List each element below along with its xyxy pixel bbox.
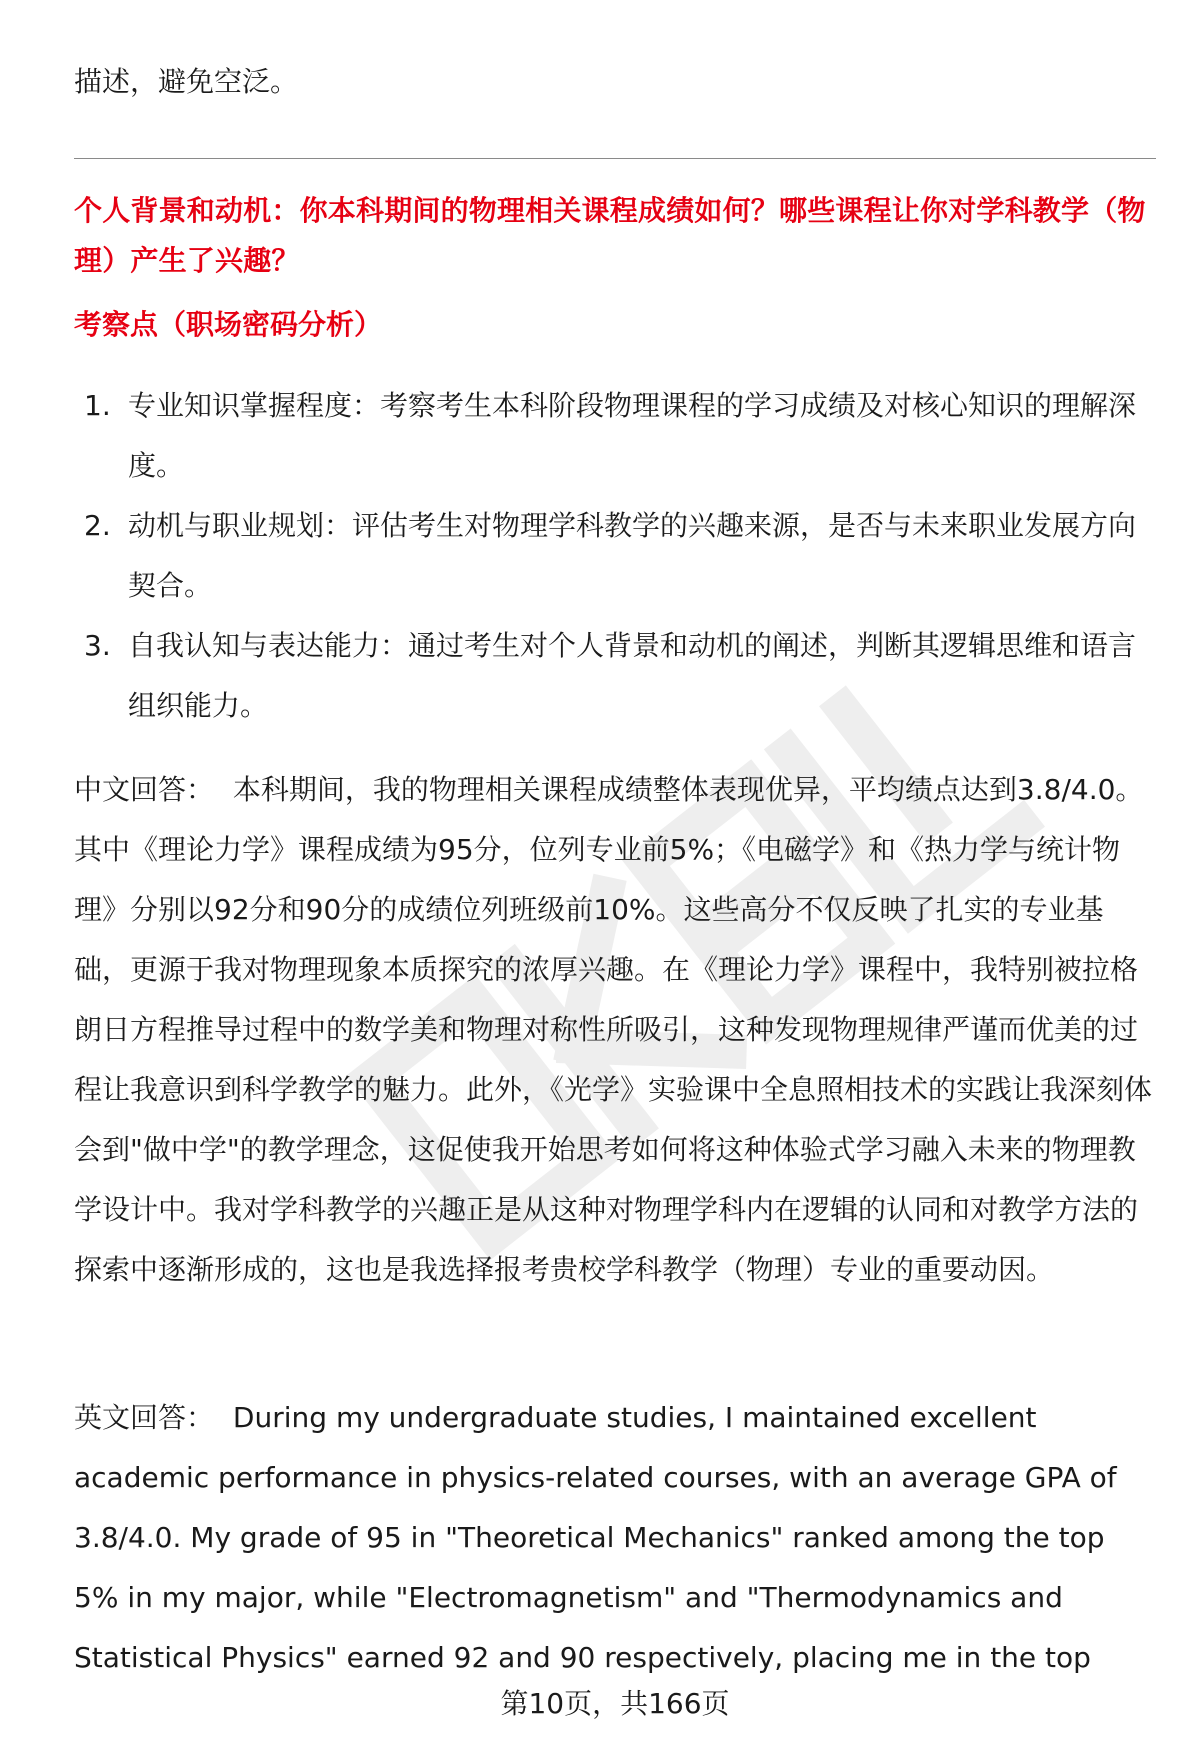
english-answer-text: During my undergraduate studies, I maintained excellent academic performance in physics-related courses, with an average GPA of 3.8/4.0. My grade of 95 in "Theoretical Mechanics" ranked among the top 5% in my major, while "Electromagnetism" and "Thermodynamics and Statistical Physics" earned 92 and 90 respectively, placing me in the top (74, 1401, 1117, 1674)
assessment-points-heading: 考察点（职场密码分析） (74, 308, 383, 341)
list-item (74, 376, 1156, 496)
chinese-answer-text: 本科期间，我的物理相关课程成绩整体表现优异，平均绩点达到3.8/4.0。其中《理论力学》课程成绩为95分，位列专业前5%；《电磁学》和《热力学与统计物理》分别以92分和90分的成绩位列班级前10%。这些高分不仅反映了扎实的专业基础，更源于我对物理现象本质探究的浓厚兴趣。在《理论力学》课程中，我特别被拉格朗日方程推导过程中的数学美和物理对称性所吸引，这种发现物理规律严谨而优美的过程让我意识到科学教学的魅力。此外，《光学》实验课中全息照相技术的实践让我深刻体会到"做中学"的教学理念，这促使我开始思考如何将这种体验式学习融入未来的物理教学设计中。我对学科教学的兴趣正是从这种对物理学科内在逻辑的认同和对教学方法的探索中逐渐形成的，这也是我选择报考贵校学科教学（物理）专业的重要动因。 (74, 773, 1153, 1286)
english-answer-label: 英文回答： (74, 1401, 215, 1434)
document-page (74, 0, 1156, 1755)
list-item-number: 1. (84, 389, 111, 422)
list-item (74, 496, 1156, 616)
list-item-number: 2. (84, 509, 111, 542)
chinese-answer-label: 中文回答： (74, 773, 215, 806)
list-item (74, 616, 1156, 736)
assessment-points-list (74, 376, 1156, 736)
question-heading: 个人背景和动机：你本科期间的物理相关课程成绩如何？哪些课程让你对学科教学（物理）产生了兴趣？ (74, 194, 1146, 277)
list-item-text: 专业知识掌握程度：考察考生本科阶段物理课程的学习成绩及对核心知识的理解深度。 (128, 389, 1137, 482)
list-item-number: 3. (84, 629, 111, 662)
english-answer (74, 1388, 1156, 1688)
lead-text: 描述，避免空泛。 (74, 65, 299, 98)
page-number-footer: 第10页，共166页 (500, 1687, 730, 1720)
chinese-answer (74, 760, 1156, 1300)
section-divider (74, 158, 1156, 159)
list-item-text: 动机与职业规划：评估考生对物理学科教学的兴趣来源，是否与未来职业发展方向契合。 (128, 509, 1137, 602)
list-item-text: 自我认知与表达能力：通过考生对个人背景和动机的阐述，判断其逻辑思维和语言组织能力。 (128, 629, 1137, 722)
